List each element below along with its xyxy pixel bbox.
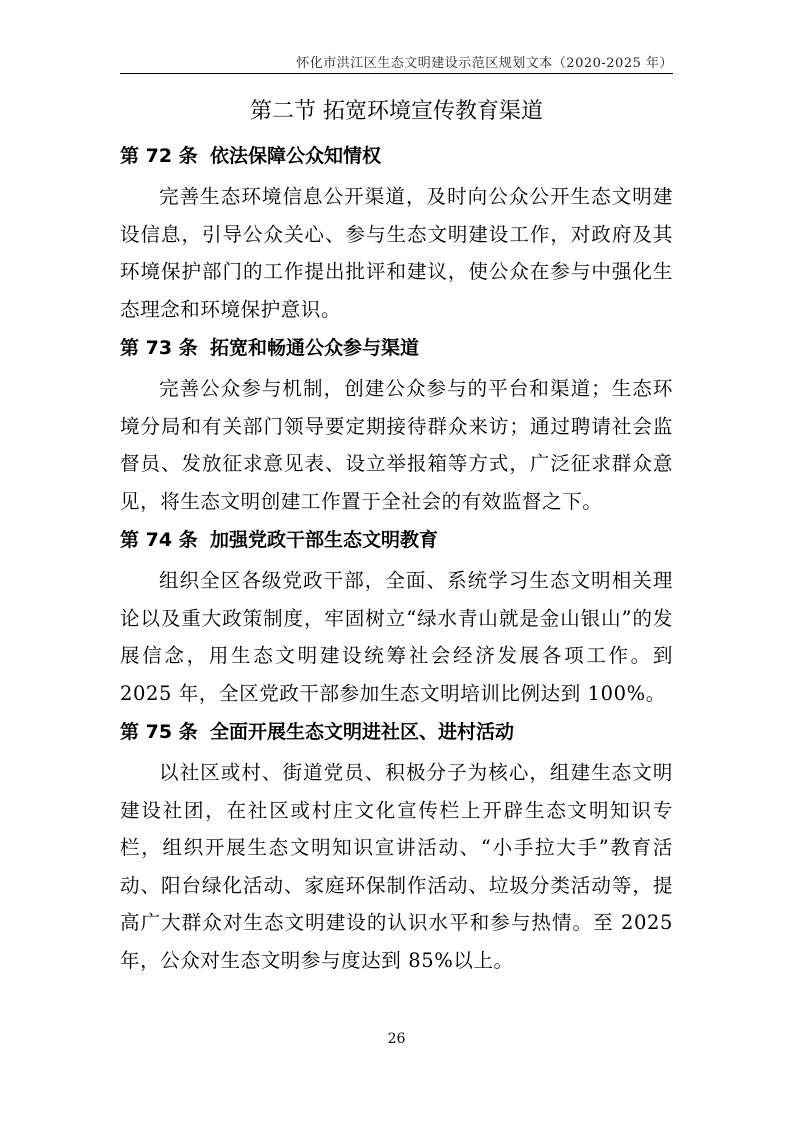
article-body: 组织全区各级党政干部，全面、系统学习生态文明相关理论以及重大政策制度，牢固树立“绿水青山就是金山银山”的发展信念，用生态文明建设统筹社会经济发展各项工作。到 2025 年，全区党政干部参加生态文明培训比例达到 100%。 bbox=[120, 569, 673, 705]
article-body: 完善生态环境信息公开渠道，及时向公众公开生态文明建设信息，引导公众关心、参与生态文明建设工作，对政府及其环境保护部门的工作提出批评和建议，使公众在参与中强化生态理念和环境保护意识。 bbox=[120, 185, 673, 321]
article-75 bbox=[120, 718, 673, 979]
running-header: 怀化市洪江区生态文明建设示范区规划文本（2020-2025 年） bbox=[296, 56, 673, 71]
article-73 bbox=[120, 334, 673, 520]
article-number: 第 73 条 bbox=[120, 337, 198, 359]
article-number: 第 74 条 bbox=[120, 529, 198, 551]
article-heading bbox=[120, 334, 673, 362]
article-body: 完善公众参与机制，创建公众参与的平台和渠道；生态环境分局和有关部门领导要定期接待群众来访；通过聘请社会监督员、发放征求意见表、设立举报箱等方式，广泛征求群众意见，将生态文明创建工作置于全社会的有效监督之下。 bbox=[120, 377, 673, 513]
article-title: 拓宽和畅通公众参与渠道 bbox=[210, 337, 420, 359]
article-title: 全面开展生态文明进社区、进村活动 bbox=[210, 721, 515, 743]
article-heading bbox=[120, 718, 673, 746]
article-72 bbox=[120, 142, 673, 328]
article-74 bbox=[120, 526, 673, 712]
article-number: 第 75 条 bbox=[120, 721, 198, 743]
article-title: 依法保障公众知情权 bbox=[210, 145, 382, 167]
article-heading bbox=[120, 526, 673, 554]
article-heading bbox=[120, 142, 673, 170]
article-body: 以社区或村、街道党员、积极分子为核心，组建生态文明建设社团，在社区或村庄文化宣传栏上开辟生态文明知识专栏，组织开展生态文明知识宣讲活动、“小手拉大手”教育活动、阳台绿化活动、家庭环保制作活动、垃圾分类活动等，提高广大群众对生态文明建设的认识水平和参与热情。至 2025 年，公众对生态文明参与度达到 85%以上。 bbox=[120, 761, 673, 972]
page-content bbox=[120, 96, 673, 985]
page-number: 26 bbox=[387, 1031, 406, 1047]
article-title: 加强党政干部生态文明教育 bbox=[210, 529, 439, 551]
section-title: 第二节 拓宽环境宣传教育渠道 bbox=[250, 99, 543, 124]
article-number: 第 72 条 bbox=[120, 145, 198, 167]
header-rule bbox=[120, 73, 673, 74]
